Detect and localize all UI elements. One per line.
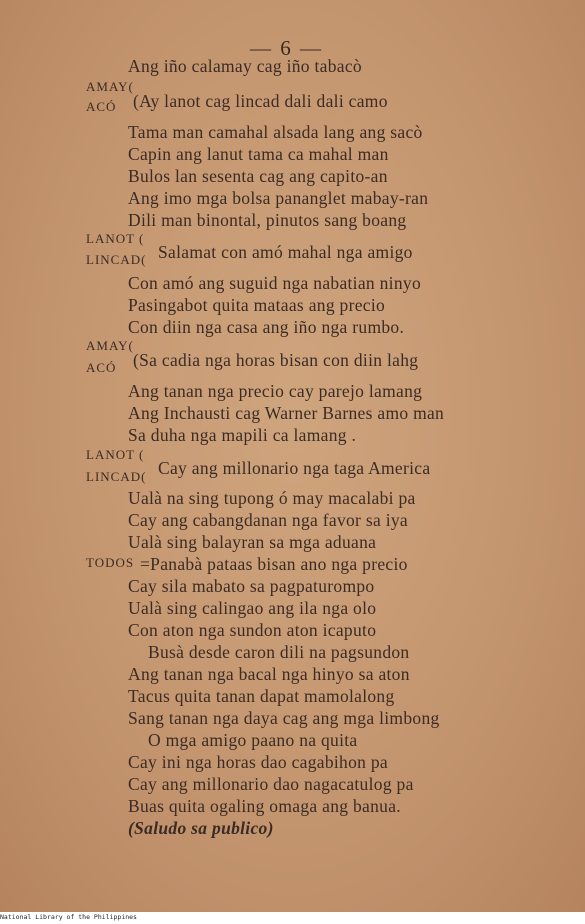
verse-line: =Panabà pataas bisan ano nga precio — [140, 554, 408, 574]
speaker-aco: ACÓ — [86, 99, 117, 114]
speaker-lanot: LANOT ( — [86, 447, 145, 462]
verse-line: Ang tanan nga bacal nga hinyo sa aton — [128, 664, 410, 684]
speaker-amay: AMAY( — [86, 338, 134, 353]
verse-line: Capin ang lanut tama ca mahal man — [128, 144, 389, 164]
verse-line: Con diin nga casa ang iño nga rumbo. — [128, 317, 405, 337]
verse-line: Salamat con amó mahal nga amigo — [158, 242, 413, 262]
verse-line: Cay ang millonario dao nagacatulog pa — [128, 774, 414, 794]
verse-line: Tacus quita tanan dapat mamolalong — [128, 686, 395, 706]
page-number: — 6 — — [250, 36, 323, 60]
verse-line: O mga amigo paano na quita — [148, 730, 358, 750]
verse-line: Con aton nga sundon aton icaputo — [128, 620, 377, 640]
verse-line: Cay ini nga horas dao cagabihon pa — [128, 752, 388, 772]
verse-line: Cay ang millonario nga taga America — [158, 458, 431, 478]
verse-line: Busà desde caron dili na pagsundon — [148, 642, 410, 662]
verse-line: Bulos lan sesenta cag ang capito-an — [128, 166, 388, 186]
verse-line: (Ay lanot cag lincad dali dali camo — [133, 91, 388, 111]
verse-line: Pasingabot quita mataas ang precio — [128, 295, 386, 315]
speaker-lincad: LINCAD( — [86, 469, 147, 484]
verse-line: Dili man binontal, pinutos sang boang — [128, 210, 407, 230]
verse-line: Sa duha nga mapili ca lamang . — [128, 425, 357, 445]
verse-line: (Sa cadia nga horas bisan con diin lahg — [133, 350, 419, 370]
speaker-lincad: LINCAD( — [86, 252, 147, 267]
verse-line: Ualà na sing tupong ó may macalabi pa — [128, 488, 416, 508]
speaker-aco: ACÓ — [86, 360, 117, 375]
verse-line: Ualà sing balayran sa mga aduana — [128, 532, 377, 552]
verse-line: Sang tanan nga daya cag ang mga limbong — [128, 708, 440, 728]
speaker-todos: TODOS — [86, 555, 135, 570]
stage-direction: (Saludo sa publico) — [128, 818, 274, 838]
verse-line: Cay ang cabangdanan nga favor sa iya — [128, 510, 408, 530]
verse-line: Ang tanan nga precio cay parejo lamang — [128, 381, 423, 401]
verse-line: Ang imo mga bolsa pananglet mabay-ran — [128, 188, 429, 208]
verse-line: Ang iño calamay cag iño tabacò — [128, 56, 362, 76]
library-credit: National Library of the Philippines — [0, 913, 137, 921]
speaker-amay: AMAY( — [86, 79, 134, 94]
verse-line: Ang Inchausti cag Warner Barnes amo man — [128, 403, 445, 423]
verse-line: Con amó ang suguid nga nabatian ninyo — [128, 273, 421, 293]
verse-line: Cay sila mabato sa pagpaturompo — [128, 576, 375, 596]
verse-line: Tama man camahal alsada lang ang sacò — [128, 122, 423, 142]
verse-line: Buas quita ogaling omaga ang banua. — [128, 796, 401, 816]
speaker-lanot: LANOT ( — [86, 231, 145, 246]
verse-line: Ualà sing calingao ang ila nga olo — [128, 598, 377, 618]
